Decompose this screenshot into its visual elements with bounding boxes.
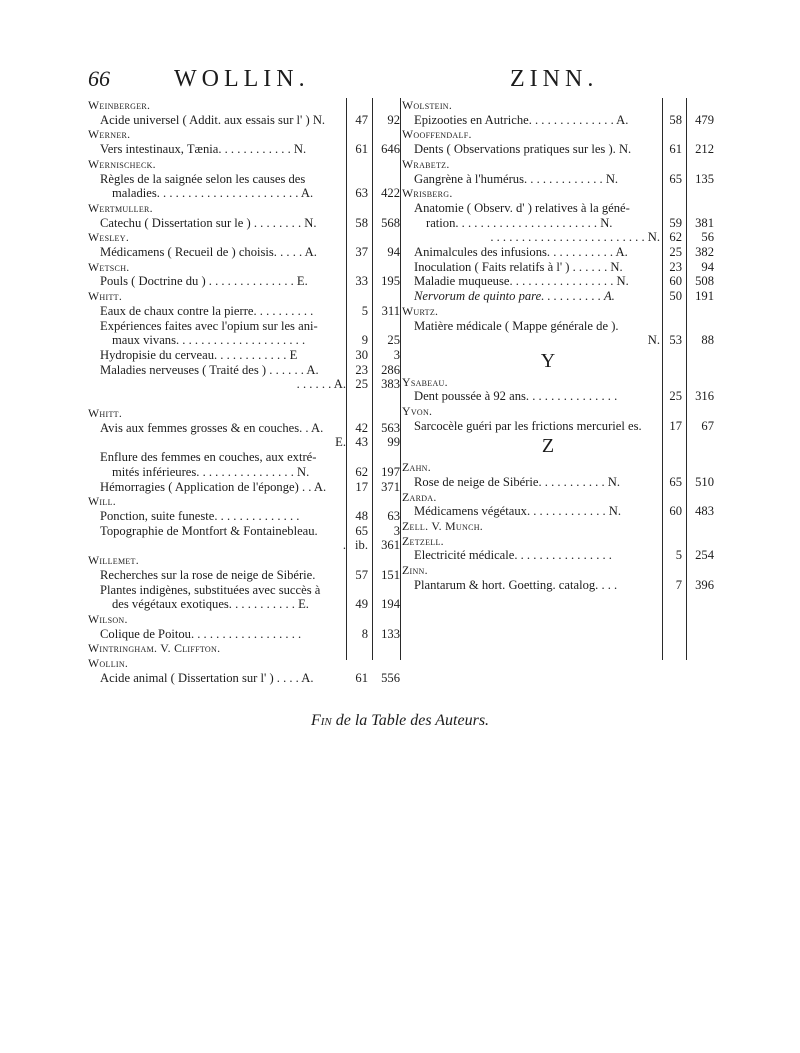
page-reference: 191 xyxy=(695,289,714,304)
author-name xyxy=(402,98,714,113)
author-name xyxy=(402,404,714,419)
entry-title: Maladie muqueuse. . . . . . . . . . . . . . . . . N. xyxy=(414,274,629,289)
volume-number: 65 xyxy=(669,171,682,186)
page-reference: 286 xyxy=(381,362,400,377)
page-reference: 133 xyxy=(381,626,400,641)
index-entry xyxy=(88,627,400,642)
entry-title: Catechu ( Dissertation sur le ) . . . . . . . . N. xyxy=(100,215,317,230)
entry-title: N. xyxy=(647,333,660,348)
volume-number: 30 xyxy=(355,347,368,362)
volume-number: 57 xyxy=(355,567,368,582)
index-entry xyxy=(402,389,714,404)
page-reference: 383 xyxy=(381,377,400,392)
volume-number: 25 xyxy=(669,389,682,404)
index-entry xyxy=(402,142,714,157)
entry-title: . . . . . . A. xyxy=(296,377,346,392)
entry-title: Règles de la saignée selon les causes des xyxy=(100,171,306,186)
index-entry xyxy=(88,142,400,157)
entry-title: Plantarum & hort. Goetting. catalog. . . . xyxy=(414,577,618,592)
volume-number: 8 xyxy=(361,626,368,641)
entry-title: Recherches sur la rose de neige de Sibérie. xyxy=(100,567,316,582)
volume-number: 61 xyxy=(355,670,368,685)
author-name xyxy=(402,460,714,475)
page-reference: 422 xyxy=(381,186,400,201)
author-name xyxy=(88,406,400,421)
volume-number: 62 xyxy=(669,230,682,245)
header-left-title: WOLLIN. xyxy=(174,66,310,92)
index-entry xyxy=(402,172,714,187)
page-reference: 371 xyxy=(381,479,400,494)
entry-title: Electricité médicale. . . . . . . . . . . . . . . . xyxy=(414,548,612,563)
entry-title: . . . . . . . . . . . . . . . . . . . . . . . . . N. xyxy=(490,230,660,245)
index-entry xyxy=(88,480,400,495)
page-reference: 99 xyxy=(387,435,400,450)
author-name xyxy=(402,375,714,390)
page-number: 66 xyxy=(88,66,110,91)
page-reference: 25 xyxy=(387,333,400,348)
index-entry xyxy=(88,363,400,378)
index-entry xyxy=(88,597,400,612)
page-reference: 195 xyxy=(381,274,400,289)
page-reference: 382 xyxy=(695,245,714,260)
entry-title: Enflure des femmes en couches, aux extré- xyxy=(100,450,317,465)
page-reference: 3 xyxy=(393,523,400,538)
entry-title: Pouls ( Doctrine du ) . . . . . . . . . . . . . . E. xyxy=(100,274,308,289)
author-name-text: Wertmuller. xyxy=(88,200,153,215)
author-name-text: Zetzell. xyxy=(402,533,444,548)
volume-number: 25 xyxy=(355,377,368,392)
author-name xyxy=(402,304,714,319)
page-reference: 92 xyxy=(387,112,400,127)
entry-title: Colique de Poitou. . . . . . . . . . . . . . . . . . xyxy=(100,626,302,641)
index-entry xyxy=(88,450,400,465)
volume-number: 5 xyxy=(361,303,368,318)
author-name xyxy=(88,656,400,671)
volume-number: 25 xyxy=(669,245,682,260)
volume-number: 58 xyxy=(355,215,368,230)
author-name xyxy=(88,98,400,113)
page-reference: 316 xyxy=(695,389,714,404)
entry-title: Anatomie ( Observ. d' ) relatives à la géné- xyxy=(414,200,630,215)
entry-title: des végétaux exotiques. . . . . . . . . . . E. xyxy=(112,597,309,612)
author-name xyxy=(402,186,714,201)
author-name xyxy=(88,201,400,216)
volume-number: 23 xyxy=(669,259,682,274)
entry-title: Dent poussée à 92 ans. . . . . . . . . . . . . . . xyxy=(414,389,618,404)
volume-number: 5 xyxy=(675,548,682,563)
entry-title: Ponction, suite funeste. . . . . . . . . . . . . . xyxy=(100,508,300,523)
author-name xyxy=(402,534,714,549)
index-entry xyxy=(88,377,400,392)
volume-number: ib. xyxy=(355,538,368,553)
author-name-text: Willemet. xyxy=(88,553,139,568)
author-name-text: Zell. V. Munch. xyxy=(402,518,484,533)
page-reference: 254 xyxy=(695,548,714,563)
index-entry xyxy=(402,475,714,490)
page-reference: 361 xyxy=(381,538,400,553)
volume-number: 47 xyxy=(355,112,368,127)
author-name-text: Whitt. xyxy=(88,406,123,421)
index-entry xyxy=(88,524,400,539)
index-entry xyxy=(402,216,714,231)
page-reference: 479 xyxy=(695,112,714,127)
entry-title: ration. . . . . . . . . . . . . . . . . . . . . . . N. xyxy=(426,215,613,230)
running-header xyxy=(88,66,698,96)
volume-number: 65 xyxy=(355,523,368,538)
index-entry xyxy=(402,230,714,245)
volume-number: 49 xyxy=(355,597,368,612)
index-entry xyxy=(402,333,714,348)
entry-title: Dents ( Observations pratiques sur les ). N. xyxy=(414,142,632,157)
author-name xyxy=(88,494,400,509)
author-name-text: Wilson. xyxy=(88,611,128,626)
index-entry xyxy=(88,113,400,128)
author-name xyxy=(88,127,400,142)
page-reference: 197 xyxy=(381,464,400,479)
volume-number: 63 xyxy=(355,186,368,201)
index-entry xyxy=(402,113,714,128)
author-name-text: Whitt. xyxy=(88,289,123,304)
page-reference: 568 xyxy=(381,215,400,230)
letter-heading: Y xyxy=(540,349,556,372)
column-rule xyxy=(400,98,401,660)
author-name xyxy=(88,289,400,304)
volume-number: 48 xyxy=(355,508,368,523)
entry-title: Acide universel ( Addit. aux essais sur l' ) N. xyxy=(100,112,326,127)
page-reference: 94 xyxy=(387,245,400,260)
author-name-text: Werner. xyxy=(88,127,131,142)
entry-title: Maladies nerveuses ( Traité des ) . . . . . . A. xyxy=(100,362,319,377)
index-entry xyxy=(88,245,400,260)
page-reference: 94 xyxy=(701,259,714,274)
entry-title: Acide animal ( Dissertation sur l' ) . . . . A. xyxy=(100,670,314,685)
page-reference: 135 xyxy=(695,171,714,186)
author-name xyxy=(402,490,714,505)
page-reference: 151 xyxy=(381,567,400,582)
index-entry xyxy=(88,348,400,363)
entry-title: Expériences faites avec l'opium sur les ani- xyxy=(100,318,318,333)
author-name-text: Weinberger. xyxy=(88,98,151,112)
author-name-text: Wolstein. xyxy=(402,98,453,112)
entry-title: Avis aux femmes grosses & en couches. . A. xyxy=(100,420,324,435)
author-name-text: Zahn. xyxy=(402,460,431,475)
index-entry xyxy=(88,333,400,348)
entry-title: Sarcocèle guéri par les frictions mercuriel es. xyxy=(414,418,642,433)
author-name xyxy=(402,563,714,578)
author-name-text: Wooffendalf. xyxy=(402,127,472,142)
author-name-text: Wintringham. V. Cliffton. xyxy=(88,641,221,656)
author-name xyxy=(88,157,400,172)
page-reference: 67 xyxy=(701,418,714,433)
volume-number: 17 xyxy=(669,418,682,433)
end-word: Fin xyxy=(310,712,332,729)
index-entry xyxy=(88,465,400,480)
page-reference: 56 xyxy=(701,230,714,245)
page-reference: 483 xyxy=(695,504,714,519)
volume-number: 50 xyxy=(669,289,682,304)
index-entry xyxy=(88,274,400,289)
page-reference: 563 xyxy=(381,420,400,435)
index-entry xyxy=(402,201,714,216)
volume-number: 9 xyxy=(361,333,368,348)
author-name-text: Wurtz. xyxy=(402,303,439,318)
letter-heading: Z xyxy=(541,435,555,458)
index-entry xyxy=(402,578,714,593)
entry-title: Topographie de Montfort & Fontainebleau. xyxy=(100,523,318,538)
index-entry xyxy=(402,289,714,304)
volume-number: 53 xyxy=(669,333,682,348)
page-reference: 212 xyxy=(695,142,714,157)
volume-number: 33 xyxy=(355,274,368,289)
page-reference: 508 xyxy=(695,274,714,289)
volume-number: 60 xyxy=(669,274,682,289)
author-name xyxy=(88,641,400,656)
author-name-text: Yvon. xyxy=(402,404,433,419)
index-entry xyxy=(402,319,714,334)
entry-title: Hémorragies ( Application de l'éponge) . . A. xyxy=(100,479,327,494)
end-of-table-note xyxy=(0,712,800,730)
author-name xyxy=(402,157,714,172)
entry-title: Matière médicale ( Mappe générale de ). xyxy=(414,318,619,333)
volume-number: 23 xyxy=(355,362,368,377)
author-name xyxy=(402,519,714,534)
index-entry xyxy=(402,260,714,275)
index-entry xyxy=(88,304,400,319)
index-entry xyxy=(88,186,400,201)
entry-title: maux vivans. . . . . . . . . . . . . . . . . . . . . xyxy=(112,333,306,348)
entry-title: Hydropisie du cerveau. . . . . . . . . . . . E xyxy=(100,347,298,362)
author-name xyxy=(88,553,400,568)
entry-title: Nervorum de quinto pare. . . . . . . . . . A. xyxy=(414,289,615,304)
author-name-text: Ysabeau. xyxy=(402,374,448,389)
index-entry xyxy=(402,419,714,434)
author-name-text: Zarda. xyxy=(402,489,437,504)
page-reference: 88 xyxy=(701,333,714,348)
entry-title: Epizooties en Autriche. . . . . . . . . . . . . . A. xyxy=(414,112,629,127)
volume-number: 7 xyxy=(675,577,682,592)
author-name-text: Wesley. xyxy=(88,230,130,245)
index-entry xyxy=(402,274,714,289)
page-reference: 381 xyxy=(695,215,714,230)
volume-number: 42 xyxy=(355,420,368,435)
page-reference: 396 xyxy=(695,577,714,592)
author-name xyxy=(402,127,714,142)
index-entry xyxy=(88,583,400,598)
page-reference: 311 xyxy=(381,303,400,318)
end-phrase: de la Table des Auteurs. xyxy=(331,712,490,729)
entry-title: mités inférieures. . . . . . . . . . . . . . . . N. xyxy=(112,464,310,479)
author-name-text: Wrabetz. xyxy=(402,156,450,171)
index-entry xyxy=(402,504,714,519)
index-entry xyxy=(402,548,714,563)
page-reference: 510 xyxy=(695,474,714,489)
header-right-title: ZINN. xyxy=(510,66,599,92)
author-name xyxy=(88,230,400,245)
index-entry xyxy=(88,216,400,231)
left-index-column xyxy=(88,98,400,685)
entry-title: Eaux de chaux contre la pierre. . . . . . . . . . xyxy=(100,303,314,318)
entry-title: Plantes indigènes, substituées avec succès à xyxy=(100,582,321,597)
index-entry xyxy=(88,172,400,187)
entry-title: Médicamens ( Recueil de ) choisis. . . . . A. xyxy=(100,245,317,260)
entry-title: Gangrène à l'humérus. . . . . . . . . . . . . N. xyxy=(414,171,619,186)
index-entry xyxy=(402,245,714,260)
index-entry xyxy=(88,421,400,436)
volume-number: 60 xyxy=(669,504,682,519)
volume-number: 61 xyxy=(355,142,368,157)
index-entry xyxy=(88,435,400,450)
index-entry xyxy=(88,319,400,334)
author-name xyxy=(88,260,400,275)
entry-title: Rose de neige de Sibérie. . . . . . . . . . . N. xyxy=(414,474,621,489)
page-reference: 556 xyxy=(381,670,400,685)
entry-title: Animalcules des infusions. . . . . . . . . . . A. xyxy=(414,245,628,260)
page-reference: 3 xyxy=(393,347,400,362)
volume-number: 62 xyxy=(355,464,368,479)
volume-number: 58 xyxy=(669,112,682,127)
section-gap xyxy=(88,392,400,406)
author-name-text: Wollin. xyxy=(88,656,129,671)
entry-title: E. xyxy=(335,435,346,450)
page-reference: 646 xyxy=(381,142,400,157)
index-entry xyxy=(88,538,400,553)
author-name-text: Zinn. xyxy=(402,563,428,578)
volume-number: 61 xyxy=(669,142,682,157)
index-entry xyxy=(88,671,400,686)
author-name-text: Wrisberg. xyxy=(402,186,453,201)
volume-number: 43 xyxy=(355,435,368,450)
author-name-text: Will. xyxy=(88,494,117,509)
entry-title: Médicamens végétaux. . . . . . . . . . . . . N. xyxy=(414,504,622,519)
volume-number: 59 xyxy=(669,215,682,230)
page-reference: 63 xyxy=(387,508,400,523)
index-entry xyxy=(88,509,400,524)
index-entry xyxy=(88,568,400,583)
entry-title: . xyxy=(342,538,346,553)
entry-title: maladies. . . . . . . . . . . . . . . . . . . . . . . A. xyxy=(112,186,314,201)
author-name-text: Wetsch. xyxy=(88,259,130,274)
volume-number: 65 xyxy=(669,474,682,489)
author-name-text: Wernischeck. xyxy=(88,156,156,171)
volume-number: 37 xyxy=(355,245,368,260)
author-name xyxy=(88,612,400,627)
page-reference: 194 xyxy=(381,597,400,612)
right-index-column xyxy=(402,98,714,593)
entry-title: Vers intestinaux, Tænia. . . . . . . . . . . . N. xyxy=(100,142,307,157)
entry-title: Inoculation ( Faits relatifs à l' ) . . . . . . N. xyxy=(414,259,623,274)
volume-number: 17 xyxy=(355,479,368,494)
